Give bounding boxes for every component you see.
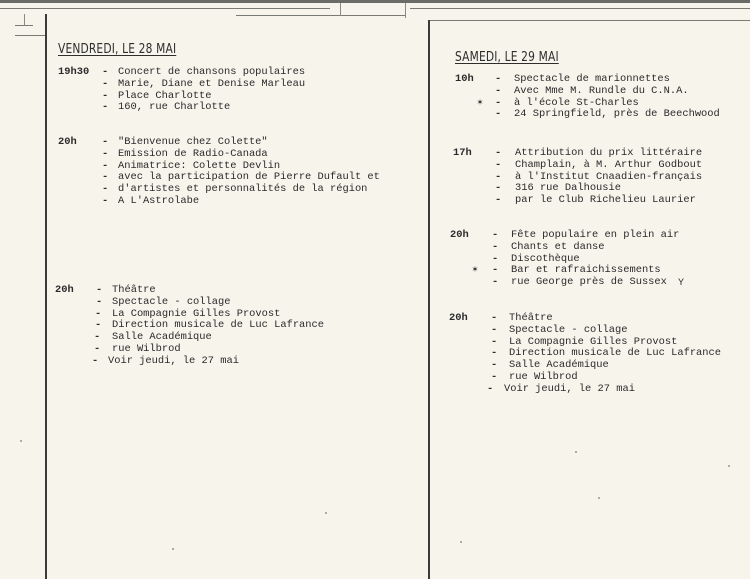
event-line: Théâtre	[509, 312, 553, 324]
top-rule-left	[0, 8, 330, 9]
event-line: rue Wilbrod	[509, 370, 578, 383]
event-line: Marie, Diane et Denise Marleau	[118, 77, 306, 90]
event-line: Spectacle - collage	[509, 323, 628, 336]
tab-rule-2	[15, 35, 45, 36]
event-time: 20h	[58, 136, 77, 148]
event-line: "Bienvenue chez Colette"	[118, 136, 268, 148]
event-line: La Compagnie Gilles Provost	[112, 307, 281, 320]
scan-speck	[325, 512, 327, 514]
event-line: 316 rue Dalhousie	[515, 182, 622, 195]
top-rule-mid	[236, 15, 406, 16]
event-time: 20h	[55, 284, 74, 296]
asterisk-mark: ✶	[472, 265, 479, 277]
friday-heading: VENDREDI, LE 28 MAI	[58, 42, 177, 57]
event-line: 160, rue Charlotte	[118, 101, 231, 114]
event-line: 24 Springfield, près de Beechwood	[514, 108, 720, 121]
event-line: à l'Institut Cnaadien-français	[515, 170, 703, 183]
top-rule-right	[410, 8, 750, 9]
scanned-page: VENDREDI, LE 28 MAI 19h30 - Concert de chansons populaires - Marie, Diane et Denise Marleau - Place Charlotte - 160, rue Charlotte 20h - "Bienvenue chez Colette" - Emission de Radio-Canada - Animatrice: Colette Devlin - avec la participation de Pierre Dufault et - d'artistes et personnalités de la région - A L'Astrolabe 20h - Théâtre - Spectacle - collage - La Compagnie Gilles Provost - Direction musicale de Luc Lafrance - Salle Académique - rue Wilbrod - Voir jeudi, le 27 mai SAMEDI, LE 29 MAI 10h - Spectacle de marionnettes - Avec Mme M. Rundle du C.N.A. ✶ - à l'école St-Charles - 24 Springfield, près de Beechwood 17h - Attribution du prix littéraire - Champlain, à M. Arthur Godbout - à l'Institut Cnaadien-français - 316 rue Dalhousie - par le Club Richelieu Laurier 20h - Fête populaire en plein air - Chants et danse - Discothèque ✶ - Bar et rafraichissements - rue George près de Sussex Y 20h - Théâtre - Spectacle - collage - La Compagnie Gilles Provost - Direction musicale de Luc Lafrance - Salle Académique - rue Wilbrod - Voir jeudi, le 27 mai	[0, 0, 750, 579]
event-line: avec la participation de Pierre Dufault et	[118, 171, 380, 184]
event-line: Direction musicale de Luc Lafrance	[112, 319, 325, 332]
check-mark: Y	[678, 278, 685, 290]
right-panel-top-rule	[428, 20, 750, 21]
event-line: Avec Mme M. Rundle du C.N.A.	[514, 84, 689, 97]
left-panel-border	[45, 14, 47, 579]
event-line: Champlain, à M. Arthur Godbout	[515, 158, 703, 171]
event-line: Animatrice: Colette Devlin	[118, 159, 281, 172]
event-line: Chants et danse	[511, 240, 605, 253]
event-line: Place Charlotte	[118, 89, 212, 102]
event-line: d'artistes et personnalités de la région	[118, 183, 368, 196]
event-line: par le Club Richelieu Laurier	[515, 194, 696, 207]
asterisk-mark: ✶	[477, 97, 484, 109]
tab-edge	[24, 14, 25, 26]
event-line: Discothèque	[511, 252, 580, 265]
center-fold-border	[428, 20, 430, 579]
event-time: 17h	[453, 147, 472, 159]
event-line: Voir jeudi, le 27 mai	[504, 382, 635, 395]
event-time: 20h	[450, 229, 469, 241]
event-line: Direction musicale de Luc Lafrance	[509, 347, 722, 360]
event-time: 20h	[449, 312, 468, 324]
event-line: à l'école St-Charles	[514, 96, 639, 109]
event-line: Salle Académique	[112, 331, 212, 344]
event-line: La Compagnie Gilles Provost	[509, 335, 678, 348]
event-line: A L'Astrolabe	[118, 194, 200, 207]
scan-speck	[728, 465, 730, 467]
top-notch-1	[340, 3, 341, 16]
scan-speck	[460, 541, 462, 543]
event-time: 10h	[455, 73, 474, 85]
event-line: rue George près de Sussex	[511, 276, 667, 289]
saturday-heading: SAMEDI, LE 29 MAI	[455, 50, 559, 65]
event-line: Attribution du prix littéraire	[515, 147, 703, 159]
event-line: rue Wilbrod	[112, 342, 181, 355]
scan-speck	[575, 451, 577, 453]
scan-speck	[172, 548, 174, 550]
event-line: Fête populaire en plein air	[511, 229, 680, 241]
event-line: Théâtre	[112, 284, 156, 296]
event-line: Salle Académique	[509, 359, 609, 372]
event-line: Spectacle de marionnettes	[514, 73, 670, 85]
scan-speck	[598, 497, 600, 499]
top-notch-2	[405, 3, 406, 18]
scan-speck	[20, 440, 22, 442]
event-line: Concert de chansons populaires	[118, 66, 306, 78]
event-time: 19h30	[58, 66, 90, 78]
event-line: Emission de Radio-Canada	[118, 147, 268, 160]
top-edge-shadow	[0, 0, 750, 3]
event-line: Bar et rafraichissements	[511, 264, 661, 277]
event-line: Spectacle - collage	[112, 295, 231, 308]
event-line: Voir jeudi, le 27 mai	[108, 354, 239, 367]
